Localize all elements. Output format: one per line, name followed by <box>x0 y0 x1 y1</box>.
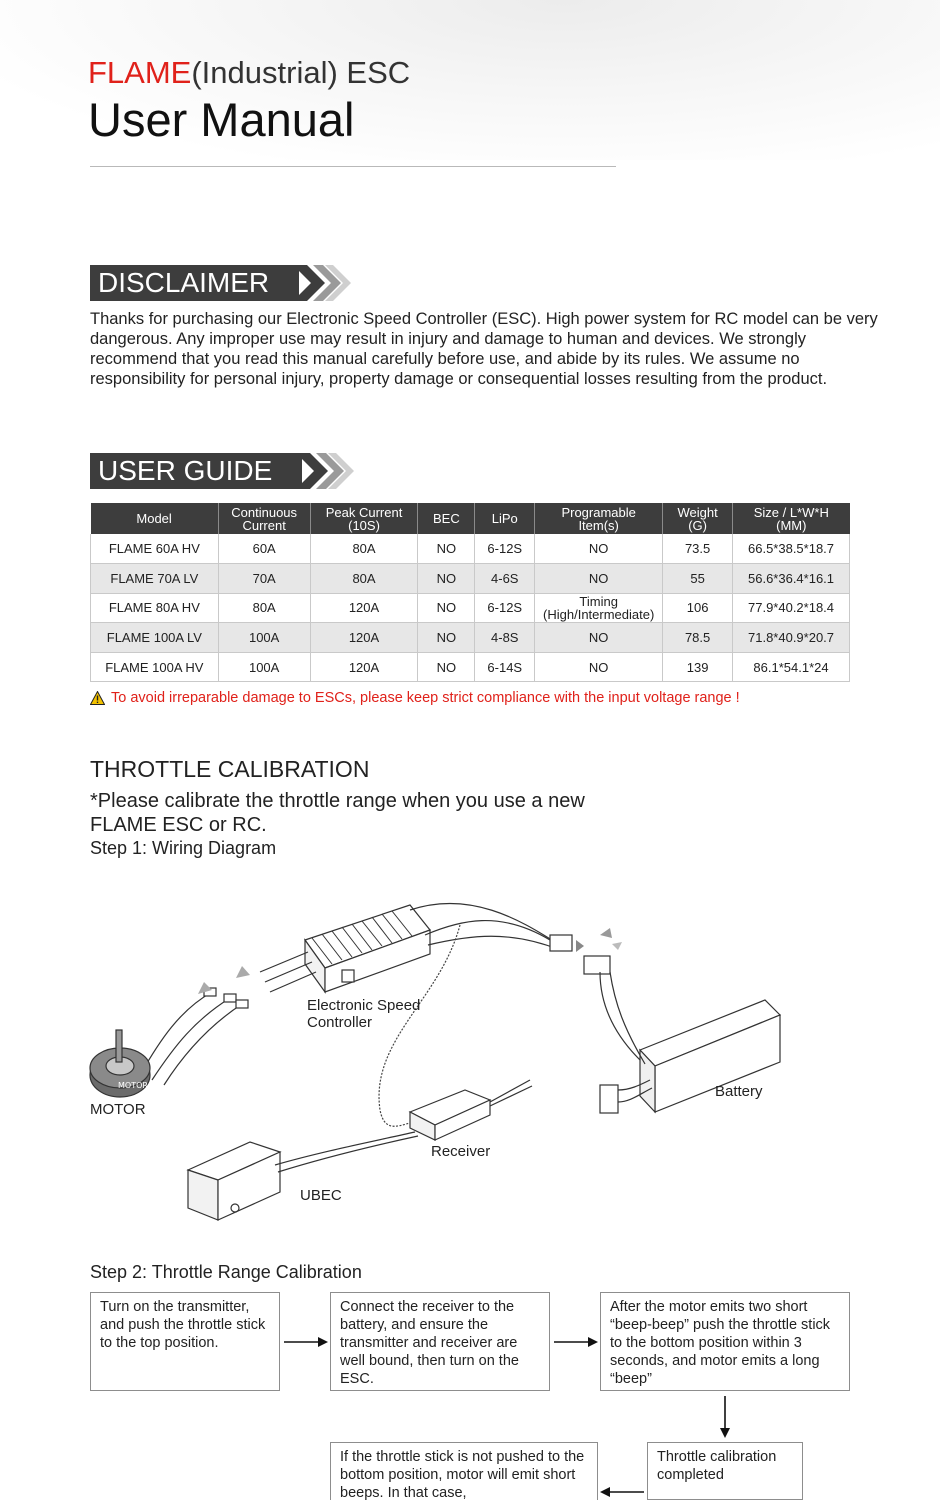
brand-name: FLAME <box>88 55 192 90</box>
motor-leads-illustration <box>140 966 250 1085</box>
disclaimer-heading <box>90 265 359 301</box>
step1-label: Step 1: Wiring Diagram <box>90 838 277 858</box>
receiver-label: Receiver <box>431 1143 491 1160</box>
cell-size: 86.1*54.1*24 <box>733 652 850 682</box>
title-divider <box>90 166 616 167</box>
user-guide-heading-label: USER GUIDE <box>90 453 302 489</box>
column-header: Programable Item(s) <box>535 503 663 534</box>
cell-size: 77.9*40.2*18.4 <box>733 593 850 623</box>
cell-lipo: 6-12S <box>475 534 535 564</box>
arrow-right-icon <box>554 1334 598 1350</box>
battery-connector-illustration <box>550 928 622 974</box>
esc-label-line2: Controller <box>307 1014 373 1031</box>
table-row <box>91 564 850 594</box>
motor-print-text: MOTOR <box>118 1081 148 1090</box>
cell-bec: NO <box>418 564 475 594</box>
column-header: Size / L*W*H (MM) <box>733 503 850 534</box>
flow-step-beep: After the motor emits two short “beep-beep” push the throttle stick to the bottom position within 3 seconds, and motor emits a long “beep” <box>600 1292 850 1391</box>
cell-continuous: 100A <box>218 623 310 653</box>
column-header: Peak Current (10S) <box>310 503 418 534</box>
chevron-arrows-icon <box>299 265 359 301</box>
column-header: Continuous Current <box>218 503 310 534</box>
cell-programable: NO <box>535 652 663 682</box>
cell-programable: NO <box>535 564 663 594</box>
table-header-row <box>91 503 850 534</box>
cell-programable: Timing (High/Intermediate) <box>535 593 663 623</box>
cell-lipo: 4-8S <box>475 623 535 653</box>
esc-illustration <box>260 903 560 992</box>
manual-title: User Manual <box>88 93 355 146</box>
cell-bec: NO <box>418 534 475 564</box>
table-row <box>91 534 850 564</box>
cell-continuous: 80A <box>218 593 310 623</box>
flow-step-connect: Connect the receiver to the battery, and ensure the transmitter and receiver are well bound, then turn on the ESC. <box>330 1292 550 1391</box>
flow-step-transmitter: Turn on the transmitter, and push the throttle stick to the top position. <box>90 1292 280 1391</box>
warning-text: To avoid irreparable damage to ESCs, please keep strict compliance with the input voltage range ! <box>111 690 740 706</box>
ubec-illustration <box>188 1132 418 1220</box>
column-header: BEC <box>418 503 475 534</box>
column-header: Weight (G) <box>663 503 733 534</box>
cell-peak: 120A <box>310 652 418 682</box>
cell-programable: NO <box>535 623 663 653</box>
esc-label-line1: Electronic Speed <box>307 997 421 1014</box>
motor-illustration <box>90 1030 150 1097</box>
cell-lipo: 6-14S <box>475 652 535 682</box>
step2-label: Step 2: Throttle Range Calibration <box>90 1262 362 1282</box>
arrow-left-icon <box>600 1484 644 1500</box>
cell-weight: 139 <box>663 652 733 682</box>
cell-peak: 120A <box>310 623 418 653</box>
cell-continuous: 100A <box>218 652 310 682</box>
table-row <box>91 652 850 682</box>
cell-size: 66.5*38.5*18.7 <box>733 534 850 564</box>
cell-weight: 73.5 <box>663 534 733 564</box>
cell-continuous: 70A <box>218 564 310 594</box>
battery-label: Battery <box>715 1083 763 1100</box>
cell-lipo: 6-12S <box>475 593 535 623</box>
disclaimer-heading-label: DISCLAIMER <box>90 265 299 301</box>
cell-peak: 80A <box>310 564 418 594</box>
chevron-arrows-icon <box>302 453 362 489</box>
document-title <box>88 55 410 147</box>
warning-triangle-icon <box>90 691 105 705</box>
voltage-warning <box>90 690 740 706</box>
calibration-note-line1: *Please calibrate the throttle range when you use a new <box>90 790 585 812</box>
cell-programable: NO <box>535 534 663 564</box>
cell-model: FLAME 100A LV <box>91 623 219 653</box>
wiring-diagram <box>80 880 800 1230</box>
cell-peak: 120A <box>310 593 418 623</box>
cell-size: 56.6*36.4*16.1 <box>733 564 850 594</box>
column-header: Model <box>91 503 219 534</box>
arrow-right-icon <box>284 1334 328 1350</box>
cell-bec: NO <box>418 652 475 682</box>
calibration-note <box>90 789 690 837</box>
cell-peak: 80A <box>310 534 418 564</box>
flow-step-completed: Throttle calibration completed <box>647 1442 803 1500</box>
cell-weight: 106 <box>663 593 733 623</box>
cell-model: FLAME 60A HV <box>91 534 219 564</box>
cell-model: FLAME 70A LV <box>91 564 219 594</box>
cell-bec: NO <box>418 593 475 623</box>
calibration-heading: THROTTLE CALIBRATION <box>90 756 370 782</box>
motor-label: MOTOR <box>90 1101 146 1118</box>
table-row <box>91 593 850 623</box>
ubec-label: UBEC <box>300 1187 342 1204</box>
flow-step-error: If the throttle stick is not pushed to the bottom position, motor will emit short beeps. In that case, <box>330 1442 598 1500</box>
product-name <box>88 55 410 91</box>
column-header: LiPo <box>475 503 535 534</box>
receiver-illustration <box>410 1080 532 1140</box>
user-guide-heading <box>90 453 362 489</box>
arrow-down-icon <box>717 1396 733 1438</box>
cell-model: FLAME 100A HV <box>91 652 219 682</box>
cell-lipo: 4-6S <box>475 564 535 594</box>
product-subtitle: (Industrial) ESC <box>191 55 411 90</box>
cell-model: FLAME 80A HV <box>91 593 219 623</box>
cell-size: 71.8*40.9*20.7 <box>733 623 850 653</box>
cell-weight: 55 <box>663 564 733 594</box>
cell-bec: NO <box>418 623 475 653</box>
table-row <box>91 623 850 653</box>
spec-table <box>90 503 850 682</box>
cell-weight: 78.5 <box>663 623 733 653</box>
cell-continuous: 60A <box>218 534 310 564</box>
disclaimer-text: Thanks for purchasing our Electronic Speed Controller (ESC). High power system for RC model can be very dangerous. Any improper use may result in injury and damage to human and devices. We strongly recommend that you read this manual carefully before use, and abide by its rules. We assume no responsibility for personal injury, property damage or consequential losses resulting from the product. <box>90 310 878 388</box>
calibration-note-line2: FLAME ESC or RC. <box>90 814 267 836</box>
esc-label <box>307 997 420 1031</box>
